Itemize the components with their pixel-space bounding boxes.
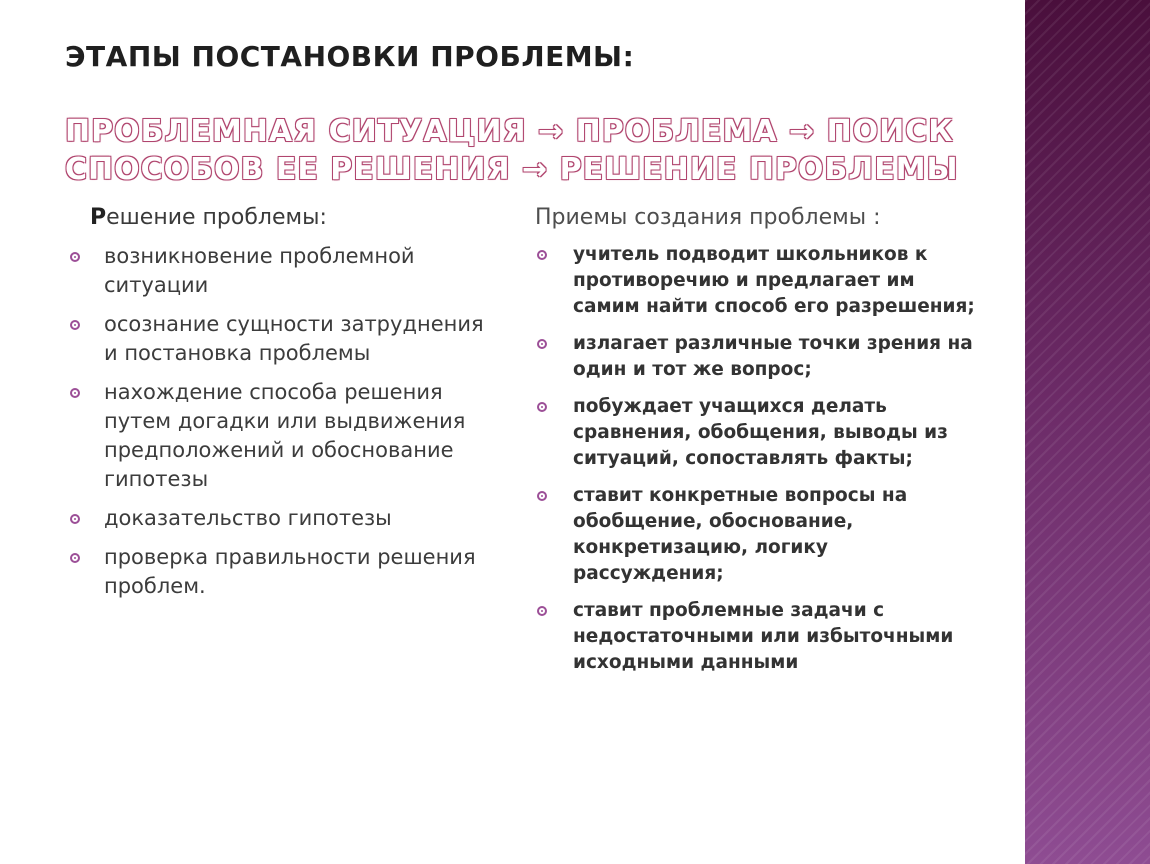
list-item-text: возникновение проблемной ситуации [104, 244, 415, 297]
list-item [68, 242, 498, 300]
list-item-text: проверка правильности решения проблем. [104, 545, 476, 598]
slide-subtitle: ПРОБЛЕМНАЯ СИТУАЦИЯ → ПРОБЛЕМА → ПОИСК СПОСОБОВ ЕЕ РЕШЕНИЯ → РЕШЕНИЕ ПРОБЛЕМЫ [65, 114, 959, 187]
problem-creation-heading: Приемы создания проблемы : [535, 205, 881, 230]
bullet-icon [537, 606, 547, 616]
list-item [535, 394, 975, 472]
list-item-text: излагает различные точки зрения на один и тот же вопрос; [573, 333, 973, 380]
bullet-icon [537, 339, 547, 349]
problem-creation-column [535, 205, 975, 687]
bullet-icon [70, 388, 80, 398]
list-item-text: осознание сущности затруднения и постановка проблемы [104, 312, 484, 365]
list-item-text: побуждает учащихся делать сравнения, обобщения, выводы из ситуаций, сопоставлять факты; [573, 396, 948, 469]
bullet-icon [70, 320, 80, 330]
bullet-icon [70, 514, 80, 524]
list-item [535, 242, 975, 320]
list-item-text: учитель подводит школьников к противоречию и предлагает им самим найти способ его разрешения; [573, 244, 975, 317]
list-item-text: ставит проблемные задачи с недостаточными или избыточными исходными данными [573, 600, 954, 673]
list-item-text: нахождение способа решения путем догадки или выдвижения предположений и обоснование гипотезы [104, 380, 466, 491]
list-item [68, 504, 498, 533]
problem-solving-list [68, 242, 498, 601]
list-item [535, 331, 975, 383]
heading-rest: ешение проблемы: [106, 205, 327, 230]
bullet-icon [537, 250, 547, 260]
problem-creation-list [535, 242, 975, 676]
list-item-text: ставит конкретные вопросы на обобщение, обоснование, конкретизацию, логику рассуждения; [573, 485, 908, 584]
problem-solving-heading [68, 205, 498, 230]
bullet-icon [537, 491, 547, 501]
problem-solving-column [68, 205, 498, 611]
bullet-icon [537, 402, 547, 412]
list-item [68, 310, 498, 368]
list-item [535, 598, 975, 676]
heading-first-letter: Р [90, 205, 107, 230]
list-item [68, 543, 498, 601]
list-item [535, 483, 975, 587]
bullet-icon [70, 553, 80, 563]
bullet-icon [70, 252, 80, 262]
slide-title: ЭТАПЫ ПОСТАНОВКИ ПРОБЛЕМЫ: [65, 40, 635, 73]
list-item [68, 378, 498, 494]
list-item-text: доказательство гипотезы [104, 506, 392, 530]
